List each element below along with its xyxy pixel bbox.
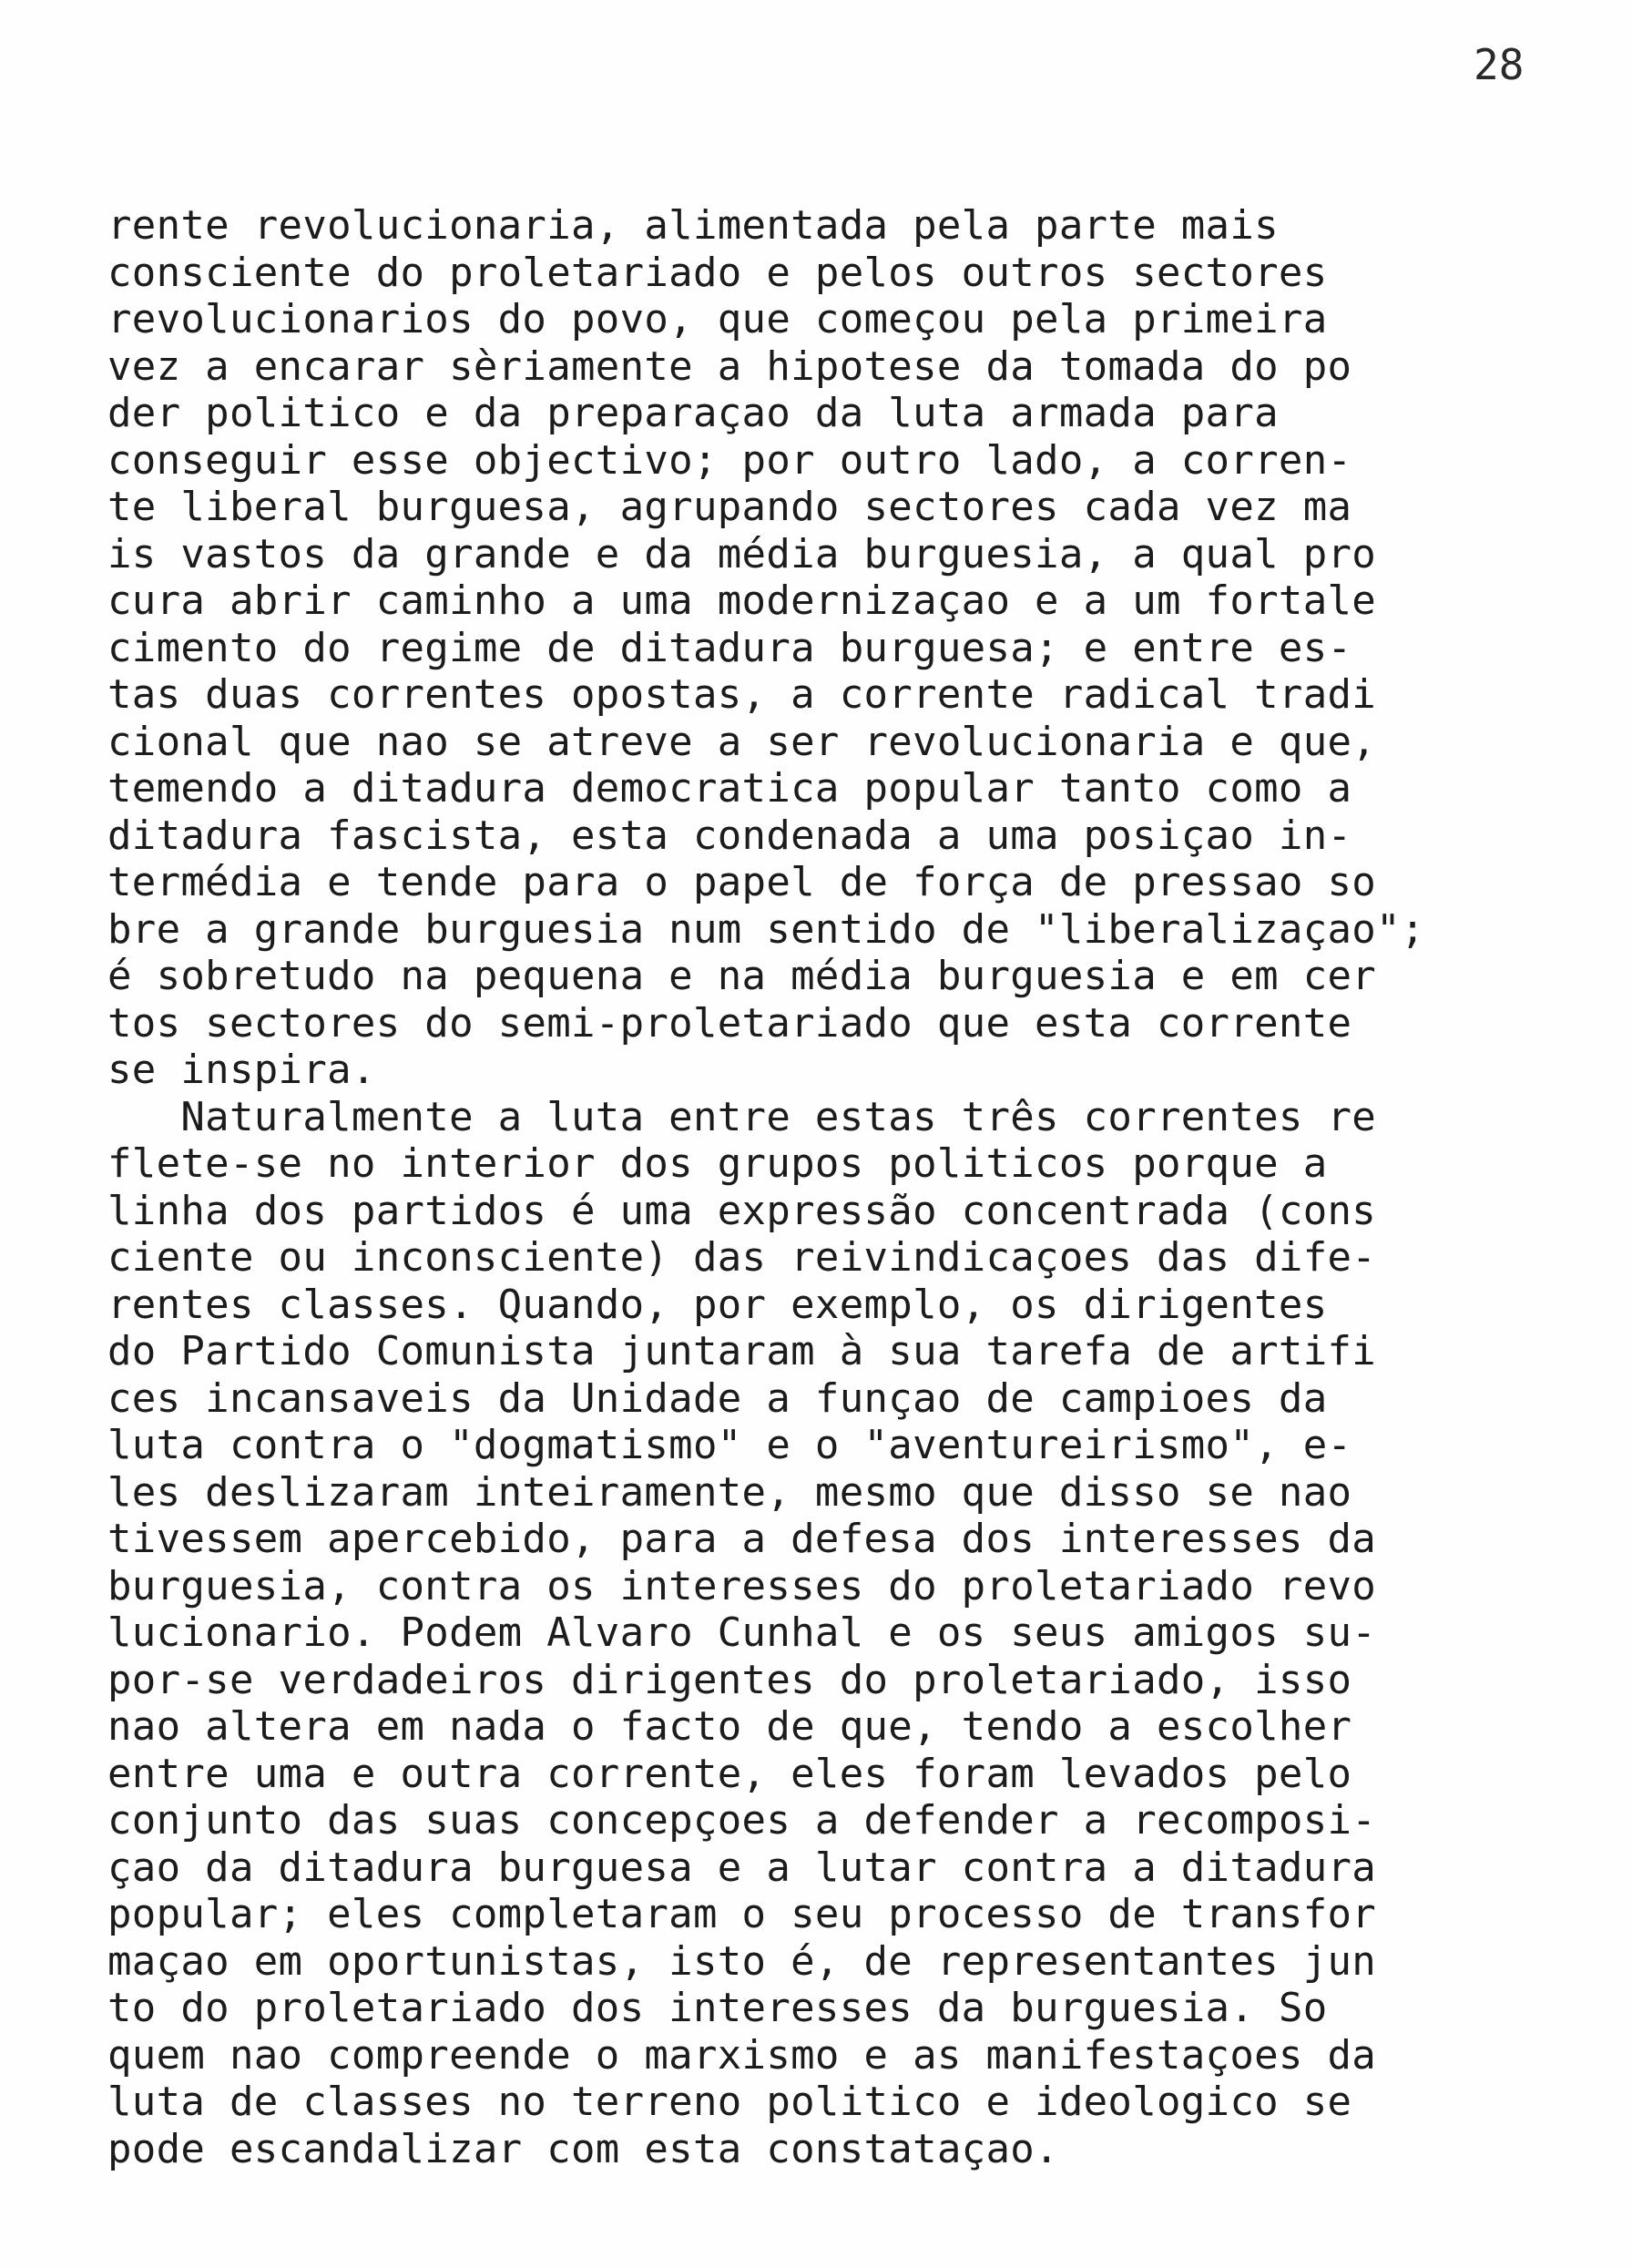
text-line: é sobretudo na pequena e na média burguesia e em cer — [107, 953, 1377, 999]
text-line: cimento do regime de ditadura burguesa; e entre es- — [107, 624, 1352, 671]
text-line: lucionario. Podem Alvaro Cunhal e os seus amigos su- — [107, 1609, 1377, 1656]
text-line: ces incansaveis da Unidade a funçao de campioes da — [107, 1374, 1328, 1422]
text-line: revolucionarios do povo, que começou pela primeira — [107, 296, 1328, 342]
text-line: consciente do proletariado e pelos outros sectores — [107, 249, 1328, 296]
text-line: tos sectores do semi-proletariado que esta corrente — [107, 999, 1352, 1047]
text-line: temendo a ditadura democratica popular tanto como a — [107, 765, 1352, 812]
text-line: popular; eles completaram o seu processo de transfor — [107, 1891, 1377, 1937]
text-line: nao altera em nada o facto de que, tendo a escolher — [107, 1703, 1352, 1750]
text-line: por-se verdadeiros dirigentes do proletariado, isso — [107, 1656, 1352, 1703]
text-line: cional que nao se atreve a ser revolucionaria e que, — [107, 718, 1377, 765]
text-line: ditadura fascista, esta condenada a uma posiçao in- — [107, 812, 1352, 859]
text-line: rentes classes. Quando, por exemplo, os dirigentes — [107, 1281, 1328, 1328]
text-line: te liberal burguesa, agrupando sectores cada vez ma — [107, 484, 1352, 530]
text-line: is vastos da grande e da média burguesia, a qual pro — [107, 530, 1377, 577]
text-line: ciente ou inconsciente) das reivindicaçoes das dife- — [107, 1234, 1377, 1281]
text-line: pode escandalizar com esta constataçao. — [107, 2125, 1059, 2172]
text-line: do Partido Comunista juntaram à sua tarefa de artifi — [107, 1328, 1377, 1374]
text-line: vez a encarar sèriamente a hipotese da tomada do po — [107, 342, 1352, 390]
text-line: maçao em oportunistas, isto é, de representantes jun — [107, 1937, 1377, 1985]
page-number: 28 — [1474, 40, 1525, 89]
text-line: tas duas correntes opostas, a corrente radical tradi — [107, 671, 1377, 718]
text-line: to do proletariado dos interesses da burguesia. So — [107, 1985, 1328, 2031]
text-line: cura abrir caminho a uma modernizaçao e a um fortale — [107, 577, 1377, 624]
text-line: termédia e tende para o papel de força de pressao so — [107, 859, 1377, 905]
text-line: flete-se no interior dos grupos politicos porque a — [107, 1140, 1328, 1187]
text-line: Naturalmente a luta entre estas três correntes re — [107, 1093, 1377, 1140]
text-line: linha dos partidos é uma expressão concentrada (cons — [107, 1187, 1377, 1234]
text-line: se inspira. — [107, 1047, 376, 1093]
text-line: conseguir esse objectivo; por outro lado, a corren- — [107, 436, 1352, 484]
text-line: conjunto das suas concepçoes a defender a recomposi- — [107, 1797, 1377, 1844]
text-line: les deslizaram inteiramente, mesmo que disso se nao — [107, 1468, 1352, 1516]
text-line: burguesia, contra os interesses do proletariado revo — [107, 1562, 1377, 1609]
text-line: quem nao compreende o marxismo e as manifestaçoes da — [107, 2031, 1377, 2079]
text-line: çao da ditadura burguesa e a lutar contra a ditadura — [107, 1844, 1377, 1891]
text-line: entre uma e outra corrente, eles foram levados pelo — [107, 1750, 1352, 1797]
text-line: rente revolucionaria, alimentada pela parte mais — [107, 202, 1279, 249]
body-text — [107, 202, 1601, 2172]
text-line: luta contra o "dogmatismo" e o "aventureirismo", e- — [107, 1422, 1352, 1468]
text-line: tivessem apercebido, para a defesa dos interesses da — [107, 1516, 1377, 1562]
text-line: der politico e da preparaçao da luta armada para — [107, 390, 1279, 436]
text-line: luta de classes no terreno politico e ideologico se — [107, 2079, 1352, 2125]
text-line: bre a grande burguesia num sentido de "liberalizaçao"; — [107, 905, 1425, 953]
